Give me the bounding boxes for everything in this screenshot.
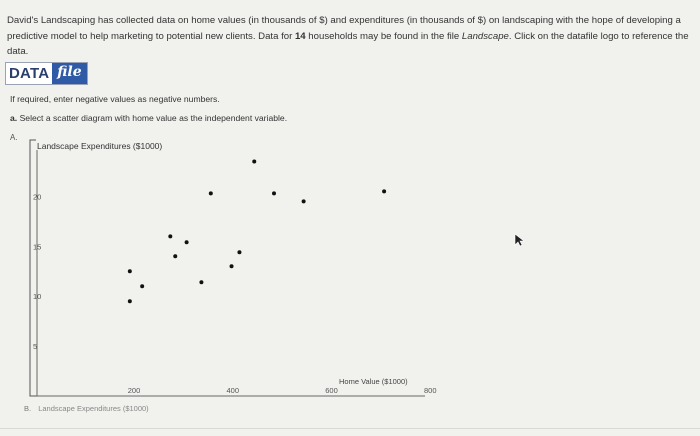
y-tick-label: 5 (33, 342, 38, 352)
scatter-point (128, 269, 132, 273)
question-a-text: Select a scatter diagram with home value as the independent variable. (19, 113, 288, 123)
household-count: 14 (294, 30, 306, 42)
scatter-point (252, 159, 256, 163)
data-file-name: Landscape (461, 30, 509, 42)
scatter-point (382, 189, 386, 193)
option-b-partial-title: Landscape Expenditures ($1000) (38, 404, 149, 413)
question-a-label: a. (10, 113, 18, 123)
y-tick-label: 10 (33, 292, 42, 302)
scatter-point (173, 254, 177, 258)
scatter-point (272, 191, 276, 195)
problem-text-part3: . Click on the datafile logo to reference the data. (7, 30, 689, 57)
scatter-point (140, 284, 144, 288)
scatter-point (237, 250, 241, 254)
x-tick-label: 600 (325, 386, 338, 395)
y-axis-title: Landscape Expenditures ($1000) (37, 141, 163, 151)
problem-text-part1: David's Landscaping has collected data on home values (in thousands of $) and expenditures (in thousands of $) on landscaping with the hope of developing a predictive model to help marketing to potential new clients. Data for (7, 15, 681, 42)
y-tick-label: 20 (33, 192, 42, 202)
problem-text-part2: households may be found in the file (305, 30, 462, 42)
datafile-file-word: file (52, 63, 86, 84)
scatter-point (230, 264, 234, 268)
scatter-point (199, 280, 203, 284)
y-axis-bracket (30, 140, 425, 396)
scatter-point (209, 191, 213, 195)
x-tick-label: 800 (424, 386, 437, 395)
option-a-label[interactable]: A. (10, 133, 18, 142)
x-tick-label: 200 (127, 386, 141, 395)
page-bottom-divider (0, 428, 700, 429)
mouse-pointer-icon (512, 233, 526, 247)
x-axis-title: Home Value ($1000) (339, 377, 408, 386)
scatter-point (302, 199, 306, 203)
option-b[interactable] (24, 404, 149, 413)
y-tick-label: 15 (33, 242, 42, 252)
scatter-point (128, 299, 132, 303)
x-tick-label: 400 (226, 386, 240, 395)
scatter-point (168, 234, 172, 238)
option-b-label: B. (24, 404, 32, 413)
negative-values-instruction: If required, enter negative values as negative numbers. (10, 94, 220, 104)
scatter-point (185, 240, 189, 244)
datafile-data-word: DATA (9, 65, 50, 82)
